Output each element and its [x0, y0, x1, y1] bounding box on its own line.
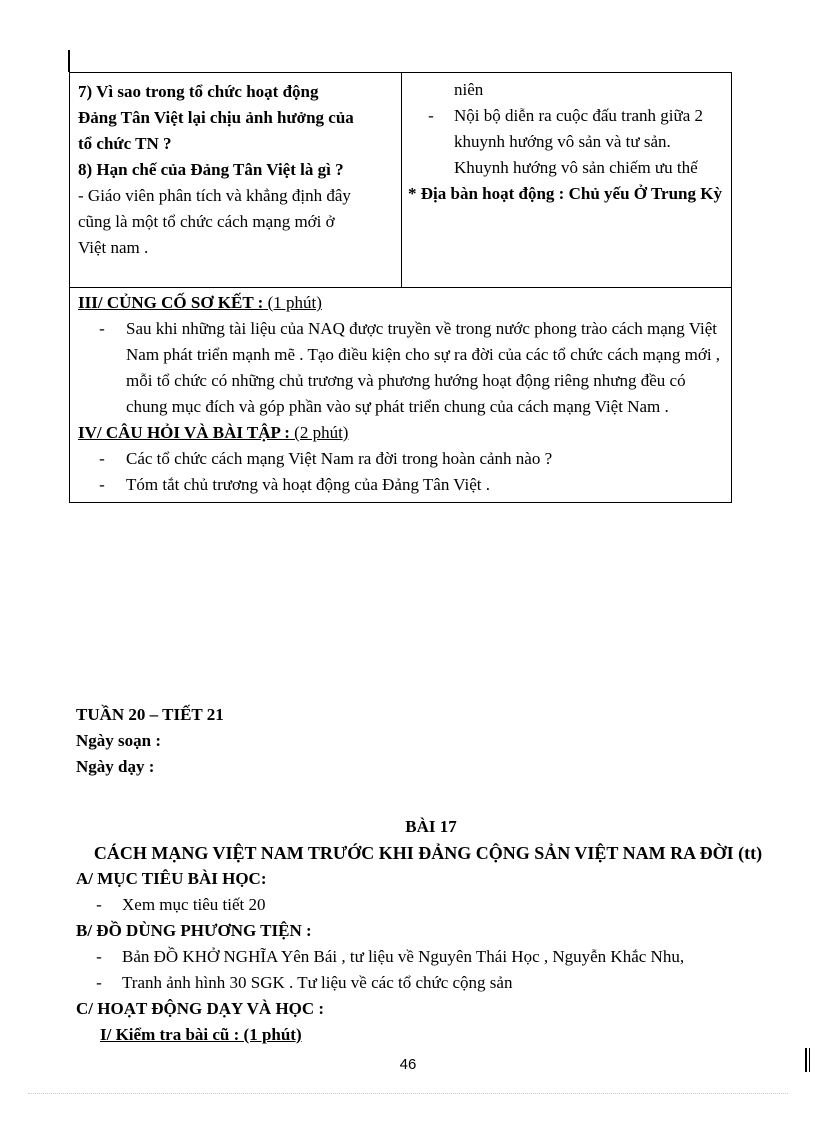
dash-marker: -: [96, 947, 102, 966]
section-3-bullet: [78, 316, 723, 420]
table-cell-questions: [70, 73, 402, 287]
lesson-title: CÁCH MẠNG VIỆT NAM TRƯỚC KHI ĐẢNG CỘNG SẢN VIỆT NAM RA ĐỜI (tt): [93, 843, 763, 863]
section-b-item: [76, 944, 786, 970]
section-3-heading-text: III/ CỦNG CỐ SƠ KẾT :: [78, 293, 264, 312]
section-3-heading-time: (1 phút): [263, 293, 322, 312]
lesson-number: BÀI 17: [405, 817, 457, 836]
week-period: TUẦN 20 – TIẾT 21: [76, 705, 224, 724]
section-b-item: [76, 970, 786, 996]
section-c-heading: C/ HOẠT ĐỘNG DẠY VÀ HỌC :: [76, 999, 325, 1018]
question-8: 8) Hạn chế của Đảng Tân Việt là gì ?: [78, 160, 344, 179]
table-row-questions: [70, 73, 731, 288]
section-a-item-text: Xem mục tiêu tiết 20: [122, 895, 266, 914]
teach-date-label: Ngày dạy :: [76, 757, 155, 776]
teacher-note-line1: - Giáo viên phân tích và khẳng định đây: [78, 186, 351, 205]
dash-marker: -: [99, 319, 105, 338]
section-b-heading: B/ ĐỒ DÙNG PHƯƠNG TIỆN :: [76, 921, 312, 940]
page-number: 46: [399, 1056, 417, 1073]
dash-marker: -: [96, 973, 102, 992]
section-a-heading: A/ MỤC TIÊU BÀI HỌC:: [76, 869, 267, 888]
section-b-item-text: Bản ĐỒ KHỞ NGHĨA Yên Bái , tư liệu về Nguyên Thái Học , Nguyễn Khắc Nhu,: [122, 947, 685, 966]
section-4-bullet-text: Tóm tắt chủ trương và hoạt động của Đảng Tân Việt .: [126, 475, 491, 494]
margin-mark-left: [68, 50, 70, 72]
section-4-bullet-text: Các tổ chức cách mạng Việt Nam ra đời trong hoàn cảnh nào ?: [126, 449, 553, 468]
page-bottom-rule: [28, 1093, 788, 1094]
question-7-line3: tổ chức TN ?: [78, 134, 172, 153]
answer-bullet-text: Nội bộ diễn ra cuộc đấu tranh giữa 2 khuynh hướng vô sản và tư sản. Khuynh hướng vô sản chiếm ưu thế: [454, 106, 704, 177]
section-4-heading: [78, 420, 723, 446]
question-7-line1: 7) Vì sao trong tổ chức hoạt động: [78, 82, 319, 101]
table-row-summary: [70, 288, 731, 502]
section-4-bullet: [78, 472, 723, 498]
dash-marker: -: [96, 895, 102, 914]
section-a-item: [76, 892, 786, 918]
dash-marker: -: [99, 475, 105, 494]
section-b-item-text: Tranh ảnh hình 30 SGK . Tư liệu về các tổ chức cộng sản: [122, 973, 513, 992]
lesson-table: [69, 72, 732, 503]
margin-mark-right: [805, 1048, 807, 1072]
question-7-line2: Đảng Tân Việt lại chịu ảnh hưởng của: [78, 108, 354, 127]
teacher-note-line2: cũng là một tổ chức cách mạng mới ở: [78, 212, 335, 231]
prep-date-label: Ngày soạn :: [76, 731, 162, 750]
section-3-heading: [78, 290, 723, 316]
answer-dia-ban: * Địa bàn hoạt động : Chủ yếu Ở Trung Kỳ: [408, 184, 722, 203]
answer-bullet: [408, 103, 725, 181]
margin-mark-right-2: [809, 1048, 810, 1072]
teacher-note-line3: Việt nam .: [78, 238, 149, 257]
lesson-plan-body: [76, 702, 786, 1048]
section-4-bullet: [78, 446, 723, 472]
section-c-subheading: I/ Kiểm tra bài cũ : (1 phút): [100, 1025, 302, 1044]
dash-marker: -: [99, 449, 105, 468]
table-cell-answers: [402, 73, 731, 287]
section-4-heading-time: (2 phút): [289, 423, 349, 442]
section-4-heading-text: IV/ CÂU HỎI VÀ BÀI TẬP :: [78, 423, 290, 442]
answer-continuation: niên: [454, 80, 484, 99]
section-3-bullet-text: Sau khi những tài liệu của NAQ được truyền về trong nước phong trào cách mạng Việt Nam phát triển mạnh mẽ . Tạo điều kiện cho sự ra đời của các tổ chức cách mạng mới , mỗi tổ chức có những chủ trương và phương hướng hoạt động riêng nhưng đều có chung mục đích và góp phần vào sự phát triển chung của cách mạng Việt Nam .: [126, 319, 721, 416]
dash-marker: -: [428, 106, 434, 125]
